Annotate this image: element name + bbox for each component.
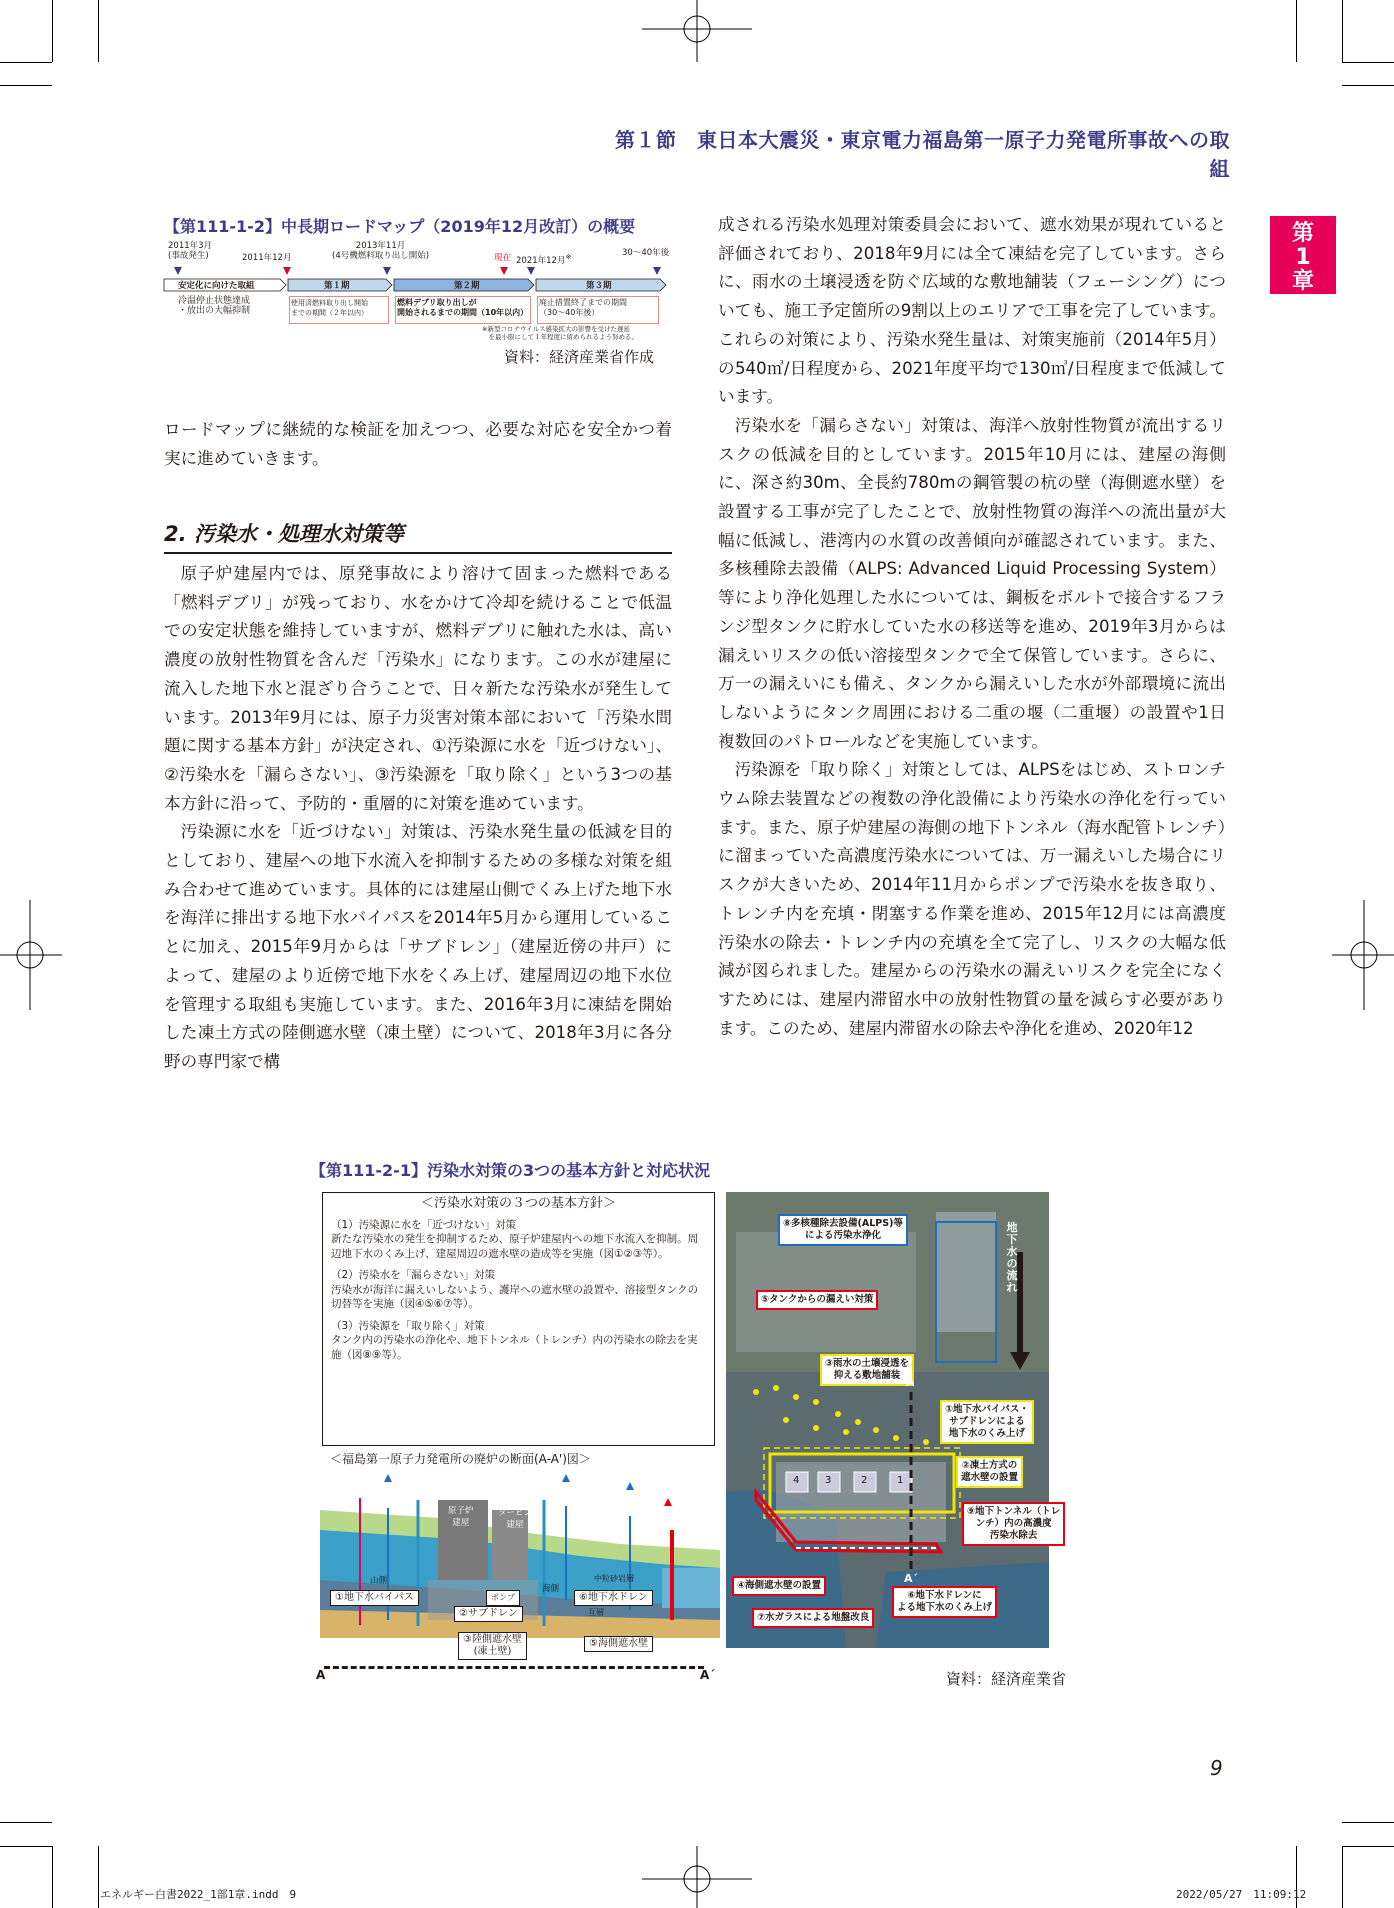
policy-heading: （1）汚染源に水を「近づけない」対策 bbox=[331, 1218, 517, 1231]
map-label-drain: ⑥地下水ドレンに よる地下水のくみ上げ bbox=[892, 1586, 997, 1618]
crop-mark bbox=[0, 1822, 52, 1823]
pump-label: ポンプ bbox=[486, 1590, 520, 1606]
timeline-label: 現在 bbox=[494, 253, 512, 263]
crop-mark bbox=[98, 1846, 99, 1908]
mudstone-layer-label: 互層 bbox=[588, 1608, 604, 1617]
policy-heading: （3）汚染源を「取り除く」対策 bbox=[331, 1319, 485, 1332]
chapter-tab-char: 章 bbox=[1291, 269, 1314, 294]
chapter-tab bbox=[1270, 216, 1336, 294]
map-label-water-glass: ⑦水ガラスによる地盤改良 bbox=[752, 1608, 874, 1628]
registration-mark bbox=[642, 1846, 752, 1908]
crop-mark bbox=[1342, 0, 1343, 62]
crop-mark bbox=[0, 85, 52, 86]
unit-number: 1 bbox=[897, 1475, 904, 1486]
crop-mark bbox=[52, 1846, 53, 1908]
crop-mark bbox=[0, 62, 52, 63]
page-number: 9 bbox=[1210, 1756, 1223, 1780]
cross-section-title: ＜福島第一原子力発電所の廃炉の断面(A-A')図＞ bbox=[330, 1452, 591, 1466]
timeline-label: 2011年3月 (事故発生) bbox=[168, 241, 213, 261]
chapter-tab-char: 1 bbox=[1295, 245, 1311, 270]
phase-label: 安定化に向けた取組 bbox=[178, 281, 255, 291]
phase-description: 廃止措置終了までの期間 （30〜40年後） bbox=[537, 296, 659, 324]
section-point-a: A bbox=[316, 1668, 326, 1682]
map-label-seawall: ④海側遮水壁の設置 bbox=[732, 1576, 826, 1596]
figure2-title: 【第111-2-1】汚染水対策の3つの基本方針と対応状況 bbox=[310, 1161, 711, 1180]
policy-box-title: ＜汚染水対策の３つの基本方針＞ bbox=[420, 1196, 616, 1211]
registration-mark bbox=[642, 0, 752, 62]
registration-mark bbox=[1332, 900, 1394, 1010]
paragraph: 汚染源を「取り除く」対策としては、ALPSをはじめ、ストロンチウム除去装置などの複数の浄化設備により汚染水の浄化を行っています。また、原子炉建屋の海側の地下トンネル（海水配管トレンチ）に溜まっていた高濃度汚染水については、万一漏えいした場合にリスクが大きいため、2014年11月からポンプで汚染水を抜き取り、トレンチ内を充填・閉塞する作業を進め、2015年12月には高濃度汚染水の除去・トレンチ内の充填を全て完了し、リスクの大幅な低減が図られました。建屋からの汚染水の漏えいリスクを完全になくすためには、建屋内滞留水中の放射性物質の量を減らす必要があります。このため、建屋内滞留水の除去や浄化を進め、2020年12 bbox=[718, 760, 1226, 1038]
phase-description: 使用済燃料取り出し開始 までの期間（２年以内） bbox=[289, 296, 389, 324]
policy-body: タンク内の汚染水の浄化や、地下トンネル（トレンチ）内の汚染水の除去を実施（図⑧⑨等）。 bbox=[331, 1334, 698, 1361]
right-column-body bbox=[718, 211, 1226, 1043]
timeline-label: 2011年12月 bbox=[242, 253, 292, 263]
phase-label: 第３期 bbox=[586, 281, 612, 291]
paragraph: ロードマップに継続的な検証を加えつつ、必要な対応を安全かつ着実に進めていきます。 bbox=[164, 420, 672, 468]
figure1-source: 資料：経済産業省作成 bbox=[504, 348, 655, 366]
map-label-bypass: ①地下水バイパス・ サブドレンによる 地下水のくみ上げ bbox=[940, 1400, 1034, 1444]
section-line bbox=[324, 1666, 704, 1669]
left-column-body bbox=[164, 560, 672, 1077]
policy-heading: （2）汚染水を「漏らさない」対策 bbox=[331, 1269, 496, 1281]
paragraph: 原子炉建屋内では、原発事故により溶けて固まった燃料である「燃料デブリ」が残っており、水をかけて冷却を続けることで低温での安定状態を維持していますが、燃料デブリに触れた水は、高い濃度の放射性物質を含んだ「汚染水」になります。この水が建屋に流入した地下水と混ざり合うことで、日々新たな汚染水が発生しています。2013年9月には、原子力災害対策本部において「汚染水問題に関する基本方針」が決定され、①汚染源に水を「近づけない」、②汚染水を「漏らさない」、③汚染源を「取り除く」という3つの基本方針に沿って、予防的・重層的に対策を進めています。 bbox=[164, 564, 672, 813]
frozen-wall-label: ③陸側遮水壁 (凍土壁) bbox=[458, 1632, 527, 1660]
chapter-tab-char: 第 bbox=[1291, 221, 1314, 246]
crop-mark bbox=[1342, 1822, 1394, 1823]
left-column-intro bbox=[164, 416, 672, 473]
paragraph: 汚染源に水を「近づけない」対策は、汚染水発生量の低減を目的としており、建屋への地下水流入を抑制するための多様な対策を組み合わせて進めています。具体的には建屋山側でくみ上げた地下水を海洋に排出する地下水バイパスを2014年5月から運用していることに加え、2015年9月からは「サブドレン」（建屋近傍の井戸）によって、建屋のより近傍で地下水をくみ上げ、建屋周辺の地下水位を管理する取組も実施しています。また、2016年3月に凍結を開始した凍土方式の陸側遮水壁（凍土壁）について、2018年3月に各分野の専門家で構 bbox=[164, 822, 672, 1071]
phase-label: 第１期 bbox=[324, 281, 350, 291]
timeline-note-mark: ※ bbox=[565, 253, 572, 261]
figure-note: ※新型コロナウイルス感染拡大の影響を受けた遅延 を最小限にして１年程度に留められるよう努める。 bbox=[482, 325, 638, 341]
reactor-building-label: 原子炉 建屋 bbox=[448, 1506, 474, 1528]
section-heading: 2. 汚染水・処理水対策等 bbox=[164, 518, 672, 554]
map-point-a: A bbox=[906, 1376, 915, 1389]
sandstone-layer-label: 中粒砂岩層 bbox=[594, 1574, 634, 1583]
section-header: 第１節 東日本大震災・東京電力福島第一原子力発電所事故への取組 bbox=[615, 128, 1230, 181]
timeline-label bbox=[516, 252, 571, 266]
mountain-side-label: 山側 bbox=[370, 1576, 388, 1586]
phase-label: 第２期 bbox=[454, 281, 480, 291]
crop-mark bbox=[52, 0, 53, 62]
crop-mark bbox=[1296, 0, 1297, 62]
map-label-trench: ⑨地下トンネル（トレ ンチ）内の高濃度 汚染水除去 bbox=[962, 1502, 1065, 1546]
map-label-tank: ⑤タンクからの漏えい対策 bbox=[756, 1290, 878, 1310]
crop-mark bbox=[1342, 85, 1394, 86]
policy-body: 汚染水が海洋に漏えいしないよう、護岸への遮水壁の設置や、溶接型タンクの切替等を実施（図④⑤⑥⑦等）。 bbox=[331, 1283, 699, 1310]
aerial-map bbox=[726, 1192, 1061, 1648]
footer-timestamp: 2022/05/27 11:09:12 bbox=[1176, 1888, 1307, 1901]
crop-mark bbox=[1342, 1846, 1343, 1908]
phase-description: 燃料デブリ取り出しが 開始されるまでの期間（10年以内） bbox=[395, 296, 531, 324]
paragraph: 成される汚染水処理対策委員会において、遮水効果が現れていると評価されており、2018年9月には全て凍結を完了しています。さらに、雨水の土壌浸透を防ぐ広域的な敷地舗装（フェーシング）についても、施工予定箇所の9割以上のエリアで工事を完了しています。これらの対策により、汚染水発生量は、対策実施前（2014年5月）の540㎥/日程度から、2021年度平均で130㎥/日程度まで低減しています。 bbox=[718, 215, 1226, 407]
map-label-paving: ③雨水の土壌浸透を 抑える敷地舗装 bbox=[820, 1354, 914, 1386]
paragraph: 汚染水を「漏らさない」対策は、海洋へ放射性物質が流出するリスクの低減を目的としています。2015年10月には、建屋の海側に、深さ約30m、全長約780mの鋼管製の杭の壁（海側遮水壁）を設置する工事が完了したことで、放射性物質の海洋への流出量が大幅に低減し、港湾内の水質の改善傾向が確認されています。また、多核種除去設備（ALPS: Advanced Liquid Processing System）等により浄化処理した水については、鋼板をボルトで接合するフランジ型タンクに貯水していた水の移送等を進め、2019年3月からは漏えいリスクの低い溶接型タンクで全て保管しています。さらに、万一の漏えいにも備え、タンクから漏えいした水が外部環境に流出しないようにタンク周囲における二重の堰（二重堰）の設置や1日複数回のパトロールなどを実施しています。 bbox=[718, 415, 1226, 751]
timeline-label: 2013年11月 (4号機燃料取り出し開始) bbox=[332, 241, 430, 261]
subdrain-label: ②サブドレン bbox=[454, 1606, 523, 1622]
footer-file-name: エネルギー白書2022_1部1章.indd 9 bbox=[100, 1888, 297, 1901]
map-point-a-prime: A´ bbox=[904, 1572, 919, 1585]
policy-body: 新たな汚染水の発生を抑制するため、原子炉建屋内への地下水流入を抑制。周辺地下水のくみ上げ、建屋周辺の遮水壁の造成等を実施（図①②③等）。 bbox=[331, 1233, 699, 1260]
crop-mark bbox=[98, 0, 99, 62]
timeline-date: 2021年12月 bbox=[516, 255, 566, 266]
groundwater-bypass-label: ①地下水バイパス bbox=[330, 1590, 419, 1606]
policy-box bbox=[322, 1192, 715, 1446]
unit-number: 2 bbox=[861, 1475, 868, 1486]
groundwater-drain-label: ⑥地下水ドレン bbox=[574, 1590, 653, 1606]
phase-description: 冷温停止状態達成 ・放出の大幅抑制 bbox=[178, 296, 251, 316]
map-label-groundwater-flow: 地下水の流れ bbox=[1006, 1221, 1018, 1294]
cross-section-diagram bbox=[320, 1470, 720, 1638]
map-label-frozen-wall: ②凍土方式の 遮水壁の設置 bbox=[956, 1456, 1023, 1488]
crop-mark bbox=[1342, 1846, 1394, 1847]
timeline-label: 30〜40年後 bbox=[622, 248, 670, 258]
seaside-wall-label: ⑤海側遮水壁 bbox=[584, 1636, 653, 1652]
roadmap-figure bbox=[164, 240, 670, 348]
unit-number: 3 bbox=[825, 1475, 832, 1486]
figure2-source: 資料：経済産業省 bbox=[946, 1670, 1067, 1688]
figure1-title: 【第111-1-2】中長期ロードマップ（2019年12月改訂）の概要 bbox=[164, 217, 636, 236]
sea-side-label: 海側 bbox=[542, 1584, 560, 1594]
crop-mark bbox=[1342, 62, 1394, 63]
unit-number: 4 bbox=[793, 1475, 800, 1486]
section-point-a-prime: A´ bbox=[700, 1668, 716, 1682]
registration-mark bbox=[0, 900, 62, 1010]
turbine-building-label: タービン 建屋 bbox=[498, 1508, 533, 1530]
map-label-alps: ⑧多核種除去設備(ALPS)等 による汚染水浄化 bbox=[778, 1214, 908, 1246]
crop-mark bbox=[0, 1846, 52, 1847]
